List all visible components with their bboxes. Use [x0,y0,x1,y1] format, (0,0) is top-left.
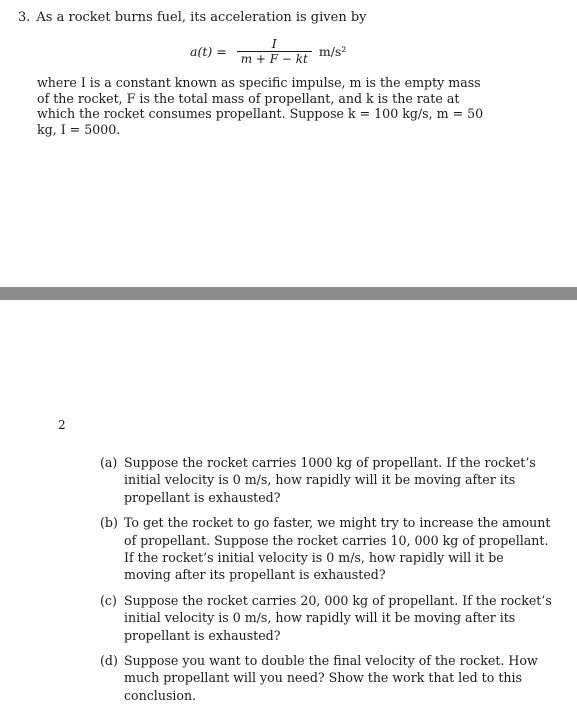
top-page [0,0,577,287]
part-label: (a) [100,455,118,470]
part-d [100,652,538,704]
bottom-page [0,300,577,703]
part-line: conclusion. [124,687,197,703]
formula-numerator: I [271,35,277,51]
part-label: (c) [100,592,117,608]
part-line: much propellant will you need? Show the work that led to this [124,670,522,686]
page-divider [0,287,577,300]
part-line: initial velocity is 0 m/s, how rapidly will it be moving after its [124,472,516,488]
problem-number: 3. [18,10,31,25]
part-line: propellant is exhausted? [124,627,281,643]
formula-denominator: m + F − kt [240,51,308,66]
description-line: which the rocket consumes propellant. Suppose k = 100 kg/s, m = 50 [37,106,484,122]
description-line: kg, I = 5000. [37,121,121,137]
part-line: Suppose the rocket carries 20, 000 kg of propellant. If the rocket’s [124,592,552,608]
question-parts [100,454,552,712]
part-line: of propellant. Suppose the rocket carries 10, 000 kg of propellant. [124,532,549,548]
part-label: (b) [100,515,118,531]
formula-lhs: a(t) = [190,43,227,59]
part-line: Suppose the rocket carries 1000 kg of propellant. If the rocket’s [124,455,536,470]
formula-units: m/s² [318,43,347,59]
page-number: 2 [58,418,66,432]
part-line: Suppose you want to double the final velocity of the rocket. How [124,653,538,669]
acceleration-formula [190,33,346,69]
part-c [100,592,552,644]
description-line: of the rocket, F is the total mass of propellant, and k is the rate at [37,90,460,106]
problem-heading [18,10,366,26]
description-line: where I is a constant known as specific impulse, m is the empty mass [37,75,481,90]
formula-fraction [237,37,312,66]
part-line: initial velocity is 0 m/s, how rapidly will it be moving after its [124,610,516,626]
part-label: (d) [100,653,118,669]
part-b [100,514,551,584]
problem-description [37,75,484,137]
part-line: moving after its propellant is exhausted? [124,567,386,583]
part-line: To get the rocket to go faster, we might try to increase the amount [124,515,551,531]
part-line: If the rocket’s initial velocity is 0 m/s, how rapidly will it be [124,550,504,566]
part-line: propellant is exhausted? [124,489,281,505]
part-a [100,454,536,506]
problem-intro: As a rocket burns fuel, its acceleration is given by [36,10,367,25]
